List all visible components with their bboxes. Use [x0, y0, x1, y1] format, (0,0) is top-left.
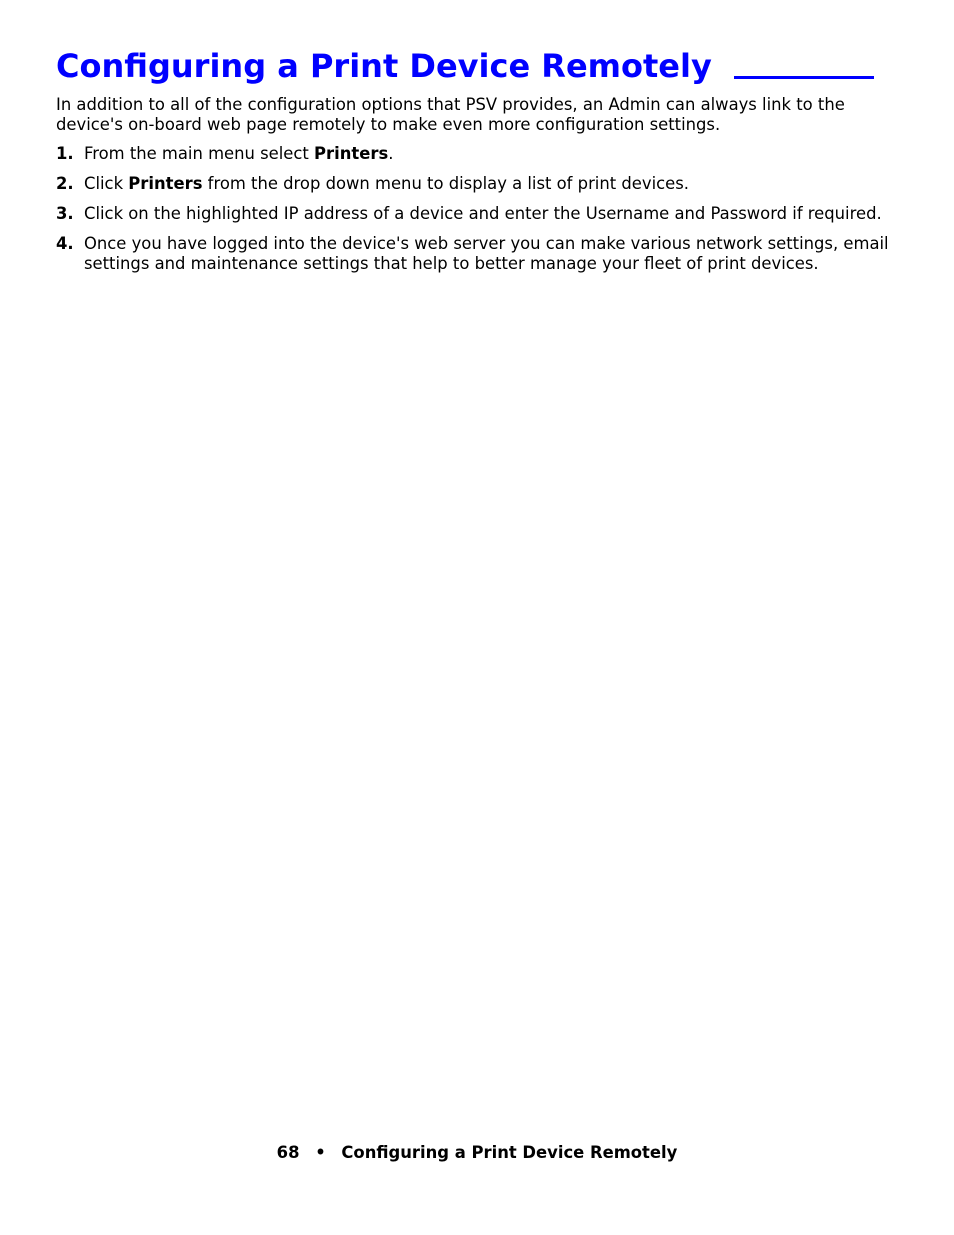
step-number: 2. [56, 174, 74, 193]
step-text-after: . [388, 144, 394, 163]
steps-list [56, 144, 906, 284]
step-text [84, 144, 906, 164]
page-title: Configuring a Print Device Remotely [56, 47, 712, 85]
step-item [56, 144, 906, 164]
step-text-bold: Printers [314, 144, 389, 163]
step-text [84, 204, 906, 224]
step-number: 1. [56, 144, 74, 163]
step-text [84, 174, 906, 194]
step-item [56, 234, 906, 274]
title-underline-rule [734, 76, 874, 79]
step-text-before: Once you have logged into the device's web server you can make various network settings, email settings and maintenance settings that help to better manage your fleet of print devices. [84, 234, 889, 273]
footer-bullet-separator: • [315, 1143, 326, 1162]
step-text-after: from the drop down menu to display a list of print devices. [202, 174, 689, 193]
page-number: 68 [276, 1143, 300, 1162]
step-item [56, 174, 906, 194]
document-page [56, 0, 906, 1235]
intro-paragraph: In addition to all of the configuration options that PSV provides, an Admin can always link to the device's on-board web page remotely to make even more configuration settings. [56, 95, 845, 134]
step-text [84, 234, 906, 274]
step-text-bold: Printers [128, 174, 203, 193]
step-text-before: From the main menu select [84, 144, 315, 163]
page-footer [0, 1142, 954, 1164]
step-text-before: Click [84, 174, 129, 193]
footer-section-title: Configuring a Print Device Remotely [341, 1143, 678, 1162]
step-number: 4. [56, 234, 74, 253]
step-text-before: Click on the highlighted IP address of a device and enter the Username and Password if required. [84, 204, 882, 223]
step-item [56, 204, 906, 224]
title-row [56, 44, 874, 88]
step-number: 3. [56, 204, 74, 223]
